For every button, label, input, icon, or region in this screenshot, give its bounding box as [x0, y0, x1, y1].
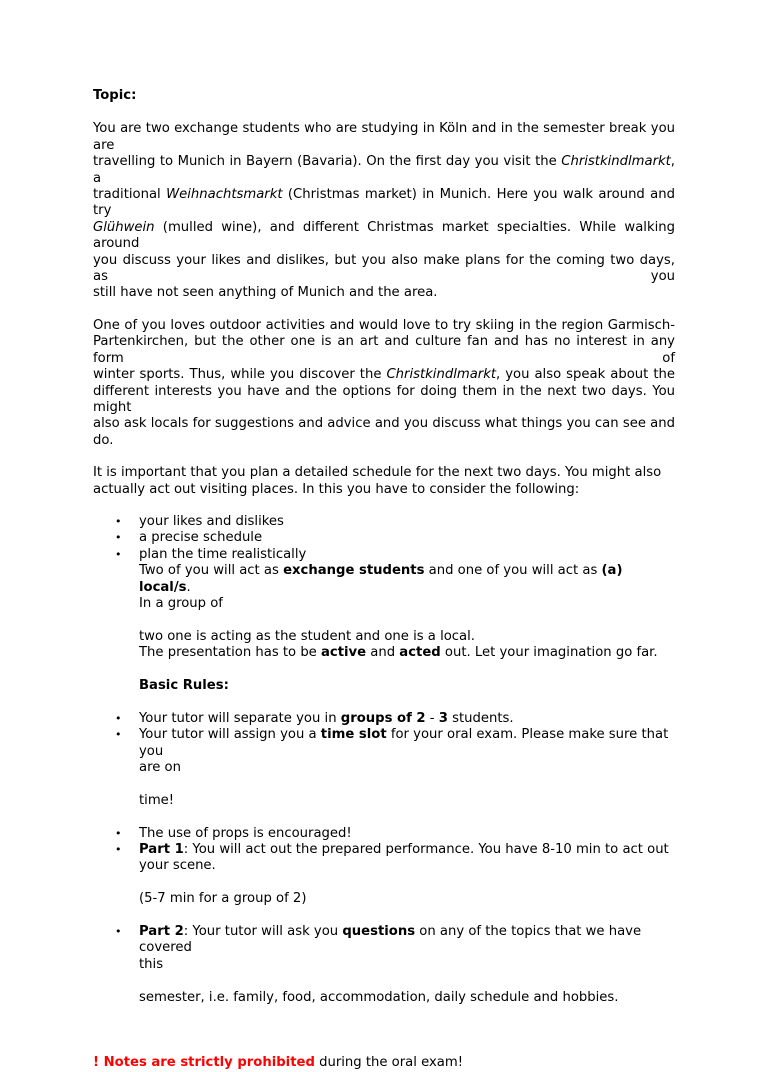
text-run: this: [139, 956, 164, 972]
spacer: [93, 1006, 675, 1022]
spacer: [139, 612, 675, 628]
text-line: [93, 367, 675, 383]
text-run: .: [186, 579, 191, 595]
text-run: Two of you will act as: [139, 563, 284, 579]
considerations-list: [93, 514, 675, 563]
text-run: winter sports. Thus, while you discover the: [93, 367, 387, 383]
spacer: [93, 1039, 675, 1055]
text-line: [93, 285, 675, 301]
text-run: travelling to Munich in Bayern (Bavaria). On the first day you visit the: [93, 154, 562, 170]
italic-term: Christkindlmarkt: [561, 154, 671, 170]
text-line: [93, 253, 675, 286]
rules-list: [93, 711, 675, 1006]
document-page: [93, 88, 675, 1072]
bullet-icon: •: [115, 728, 122, 742]
bullet-icon: •: [115, 711, 122, 725]
topic-heading: Topic:: [93, 88, 137, 103]
text-line: [93, 334, 675, 367]
text-run: out. Let your imagination go far.: [440, 645, 658, 661]
text-run: The presentation has to be: [139, 645, 321, 661]
list-item: [93, 530, 675, 546]
text-run: -: [425, 710, 439, 726]
text-line: semester, i.e. family, food, accommodation, daily schedule and hobbies.: [139, 989, 619, 1005]
schedule-paragraph: [93, 465, 675, 498]
spacer: [139, 875, 675, 891]
list-item: [93, 924, 675, 1006]
bullet-icon: •: [115, 924, 122, 938]
list-item: [93, 711, 675, 727]
text-run: The use of props is encouraged!: [139, 825, 352, 841]
bullet-icon: •: [115, 842, 122, 856]
list-item: [93, 547, 675, 563]
bullet-icon: •: [115, 826, 122, 840]
text-run: : You will act out the prepared performance. You have 8-10 min to act out: [183, 841, 669, 857]
text-run: One of you loves outdoor activities and would love to try skiing in the region Garmisch-: [93, 317, 675, 333]
text-line: (5-7 min for a group of 2): [139, 891, 307, 907]
list-item-text: plan the time realistically: [139, 546, 307, 562]
text-line: [93, 220, 675, 253]
text-run: It is important that you plan a detailed schedule for the next two days. You might also: [93, 465, 662, 481]
text-run: (mulled wine), and different Christmas market specialties. While walking around: [93, 219, 675, 252]
spacer: [139, 662, 675, 678]
text-run: students.: [447, 710, 514, 726]
list-item-text: a precise schedule: [139, 530, 263, 546]
spacer: [93, 1022, 675, 1038]
italic-term: Christkindlmarkt: [386, 367, 497, 383]
italic-term: Glühwein: [93, 219, 155, 235]
intro-paragraph: [93, 121, 675, 301]
bold-term: acted: [399, 645, 441, 661]
italic-term: Weihnachtsmarkt: [166, 187, 283, 203]
interests-paragraph: [93, 318, 675, 449]
bold-term: Part 2: [139, 923, 184, 939]
bold-term: groups of 2: [340, 710, 426, 726]
text-run: on any of the topics that we have covered: [139, 923, 642, 956]
list-item: [93, 842, 675, 924]
text-line: [93, 384, 675, 417]
text-run: different interests you have and the options for doing them in the next two days. You might: [93, 383, 675, 415]
text-line: [93, 318, 675, 334]
notice-warning: ! Notes are strictly prohibited: [93, 1055, 315, 1071]
text-line: [93, 416, 675, 449]
text-line: [93, 187, 675, 220]
text-run: and one of you will act as: [424, 563, 602, 579]
bullet-icon: •: [115, 531, 122, 545]
text-run: during the oral exam!: [314, 1055, 463, 1071]
roles-block: [93, 563, 675, 711]
text-run: , a: [93, 154, 675, 186]
list-item: [93, 826, 675, 842]
text-run: , you also speak about the: [496, 367, 675, 383]
spacer: [139, 694, 675, 710]
text-line: time!: [139, 792, 175, 808]
text-run: You are two exchange students who are studying in Köln and in the semester break you are: [93, 121, 675, 153]
bold-term: time slot: [320, 727, 387, 743]
list-item: [93, 727, 675, 825]
text-line: [93, 154, 675, 187]
bold-term: 3: [438, 710, 448, 726]
rules-heading: [139, 678, 675, 694]
bold-term: (a) local/s: [139, 563, 623, 595]
text-run: (Christmas market) in Munich. Here you walk around and try: [93, 187, 675, 219]
text-run: Your tutor will separate you in: [139, 710, 341, 726]
text-run: traditional: [93, 187, 167, 203]
bold-term: Part 1: [139, 841, 184, 857]
text-run: still have not seen anything of Munich and the area.: [93, 285, 438, 301]
text-line: [93, 121, 675, 154]
spacer: [139, 809, 675, 825]
text-run: actually act out visiting places. In this you have to consider the following:: [93, 481, 580, 497]
text-line: [139, 563, 675, 596]
text-line: In a group of: [139, 595, 223, 611]
text-run: you discuss your likes and dislikes, but you also make plans for the coming two days, as you: [93, 252, 675, 285]
bold-term: active: [321, 645, 367, 661]
bold-term: exchange students: [283, 563, 425, 579]
text-run: and: [366, 645, 400, 661]
text-run: your scene.: [139, 858, 216, 874]
bullet-icon: •: [115, 547, 122, 561]
list-item-text: your likes and dislikes: [139, 513, 284, 529]
bullet-icon: •: [115, 514, 122, 528]
text-run: Your tutor will assign you a: [139, 727, 321, 743]
bold-term: questions: [342, 923, 416, 939]
spacer: [139, 973, 675, 989]
spacer: [139, 776, 675, 792]
spacer: [139, 908, 675, 924]
text-line: [93, 465, 675, 481]
text-line: [139, 645, 675, 661]
text-run: for your oral exam. Please make sure that you: [139, 727, 669, 759]
exam-notice: [93, 1055, 675, 1071]
text-run: : Your tutor will ask you: [183, 923, 343, 939]
text-run: also ask locals for suggestions and advice and you discuss what things you can see and do.: [93, 416, 675, 448]
text-line: [93, 482, 675, 498]
text-run: are on: [139, 759, 181, 775]
bold-term: Basic Rules:: [139, 677, 229, 693]
list-item: [93, 514, 675, 530]
text-line: two one is acting as the student and one is a local.: [139, 628, 475, 644]
text-run: Partenkirchen, but the other one is an art and culture fan and has no interest in any form of: [93, 334, 675, 366]
